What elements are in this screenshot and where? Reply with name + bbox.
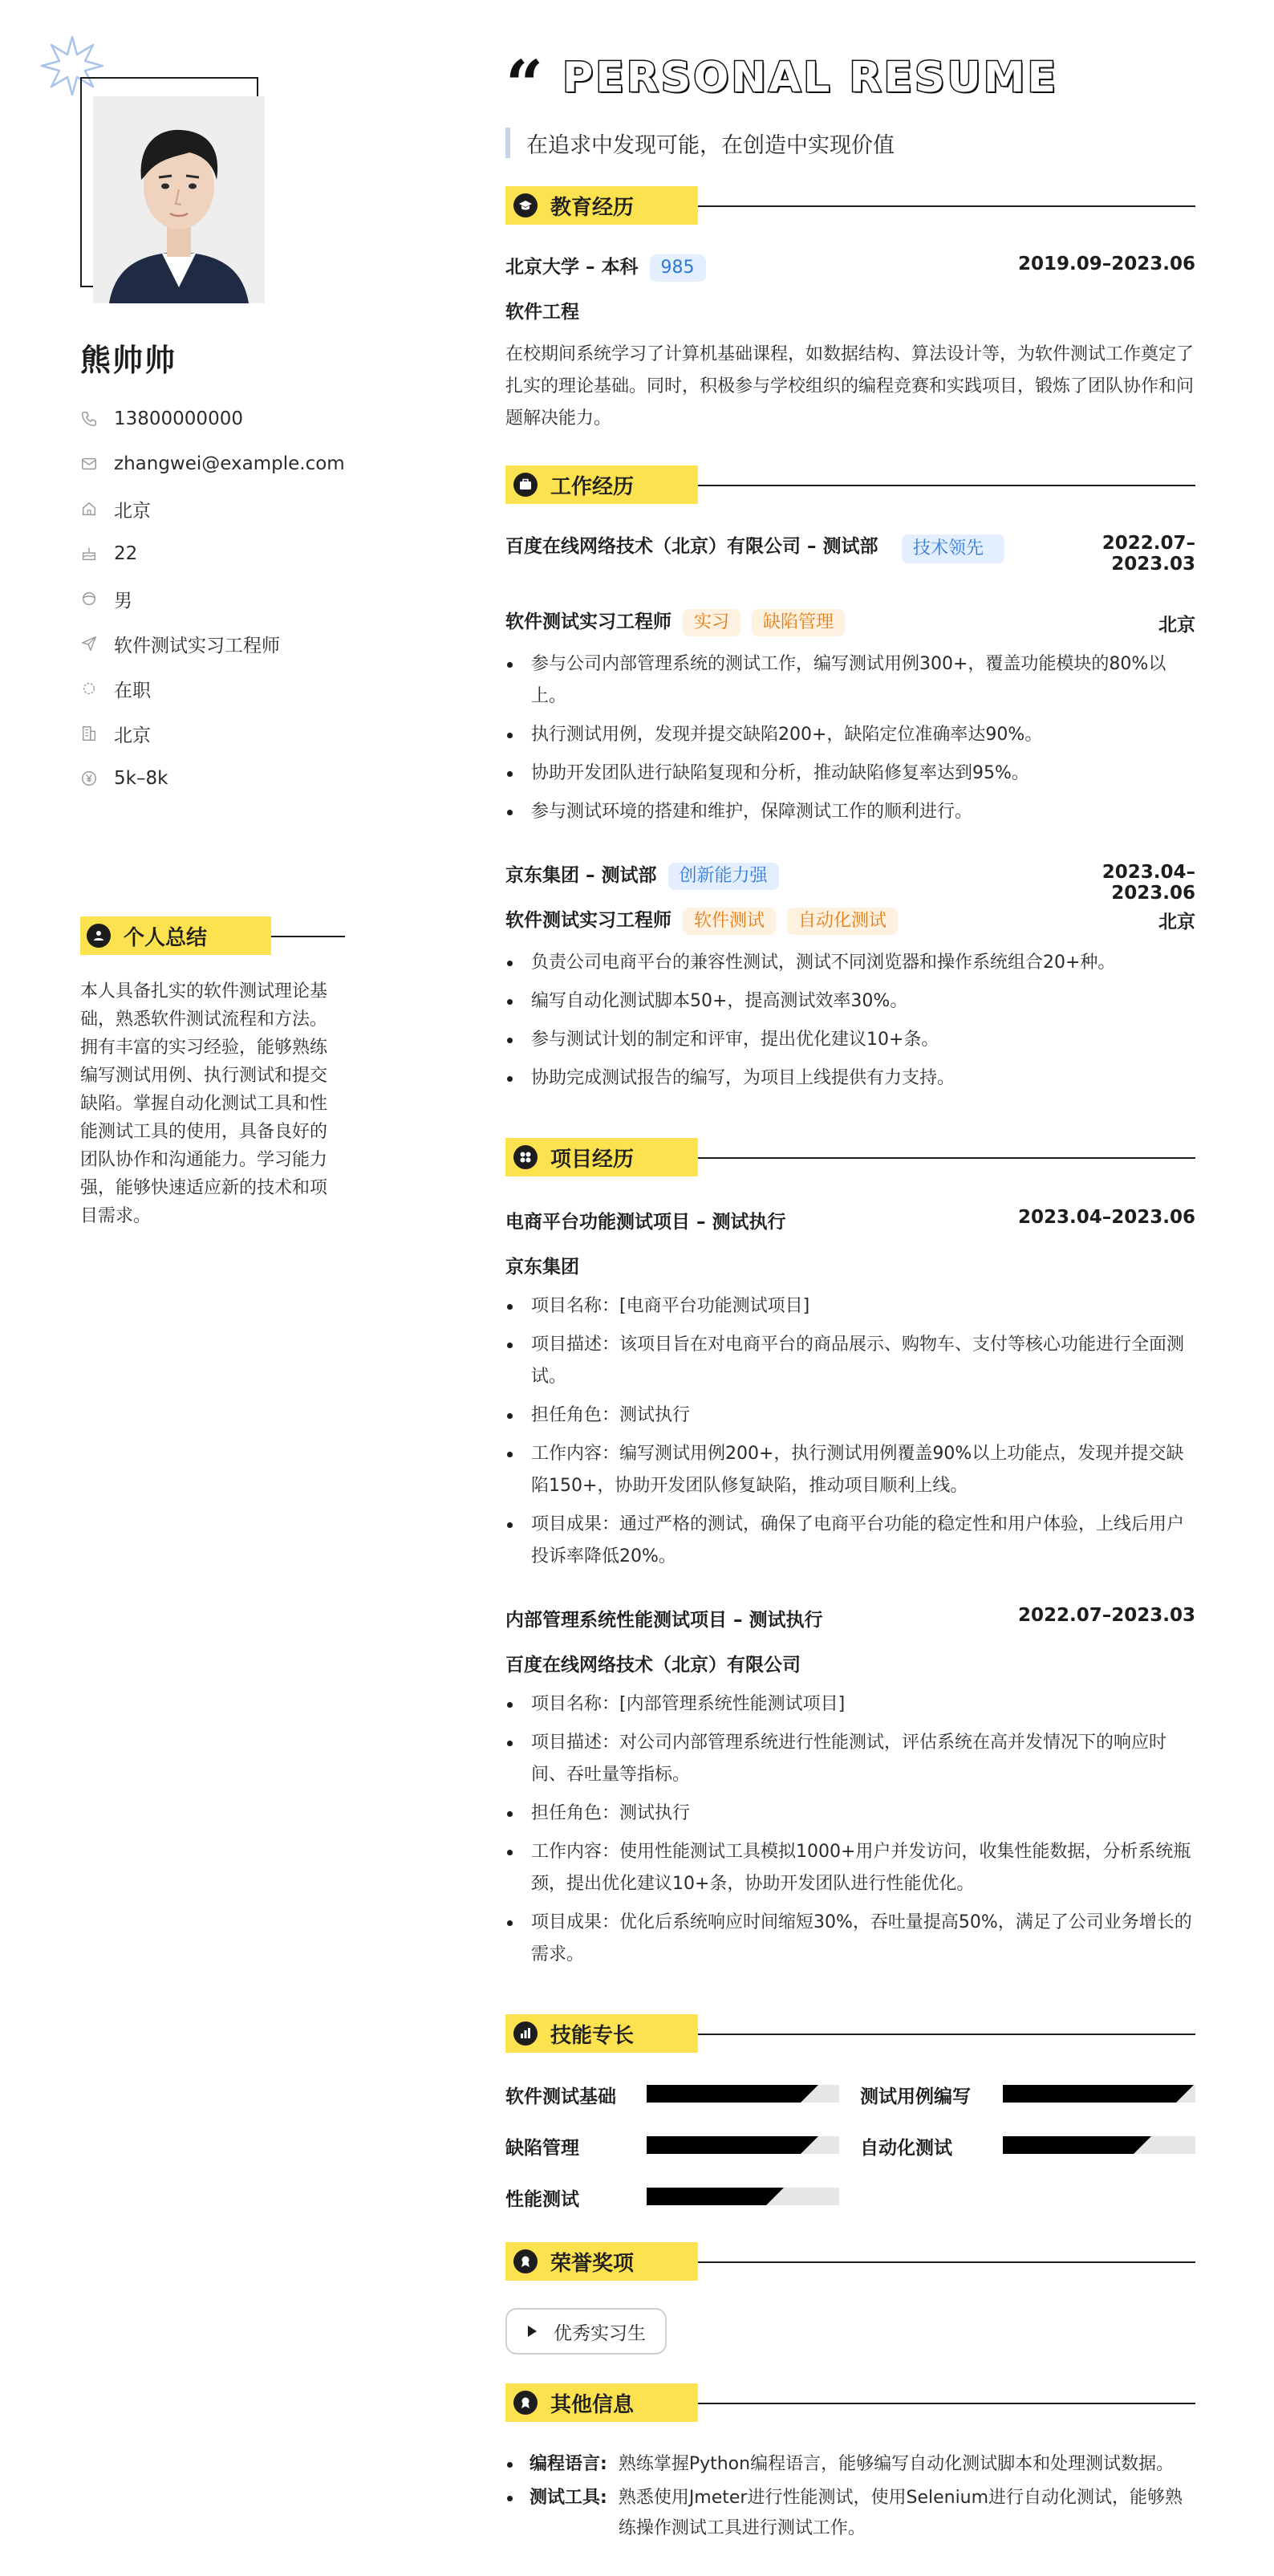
- award-chip: [505, 2308, 667, 2355]
- job-1-city: 北京: [1158, 615, 1195, 636]
- skill-4-label: 自动化测试: [860, 2138, 952, 2159]
- resume-header: [505, 42, 1059, 124]
- skill-1-bar: [647, 2085, 839, 2103]
- awards-title: 荣誉奖项: [550, 2251, 635, 2276]
- avatar: [93, 96, 265, 303]
- gender-value: 男: [114, 590, 132, 611]
- skills-title-bar: [505, 2014, 698, 2053]
- job-1-company-tag: 技术领先: [902, 534, 1004, 563]
- list-item: 编写自动化测试脚本50+，提高测试效率30%。: [505, 985, 1195, 1018]
- other-1-value: 熟练掌握Python编程语言，能够编写自动化测试脚本和处理测试数据。: [618, 2454, 1175, 2474]
- list-item: 参与测试环境的搭建和维护，保障测试工作的顺利进行。: [505, 796, 1195, 828]
- building-icon: [80, 725, 98, 742]
- job-1-company: 百度在线网络技术（北京）有限公司 – 测试部: [505, 536, 878, 557]
- education-date: 2019.09–2023.06: [1017, 254, 1195, 274]
- list-item: 项目描述：对公司内部管理系统进行性能测试，评估系统在高并发情况下的响应时间、吞吐量等指标。: [505, 1727, 1195, 1791]
- skill-2-fill: [1003, 2085, 1176, 2103]
- project-1-date: 2023.04–2023.06: [1017, 1207, 1195, 1228]
- project-2-date: 2022.07–2023.03: [1017, 1605, 1195, 1626]
- skill-2-bar: [1003, 2085, 1195, 2103]
- work-title: 工作经历: [550, 474, 635, 499]
- portrait-illustration: [93, 96, 265, 303]
- summary-title: 个人总结: [124, 925, 208, 950]
- skill-2-label: 测试用例编写: [860, 2086, 971, 2107]
- list-item: 工作内容：使用性能测试工具模拟1000+用户并发访问，收集性能数据，分析系统瓶颈，提出优化建议10+条，协助开发团队进行性能优化。: [505, 1836, 1195, 1900]
- skill-4-bar: [1003, 2136, 1195, 2154]
- education-description: 在校期间系统学习了计算机基础课程，如数据结构、算法设计等，为软件测试工作奠定了扎实的理论基础。同时，积极参与学校组织的编程竞赛和实践项目，锻炼了团队协作和问题解决能力。: [505, 344, 1195, 429]
- job-2-date: 2023.04–2023.06: [1102, 862, 1195, 904]
- awards-section-header: [505, 2242, 1195, 2281]
- skill-3-bar: [647, 2136, 839, 2154]
- list-item: 项目名称：[内部管理系统性能测试项目]: [505, 1688, 1195, 1721]
- position-value: 软件测试实习工程师: [114, 635, 280, 656]
- summary-title-bar: [80, 916, 271, 955]
- projects-title-bar: [505, 1138, 698, 1176]
- list-item: [505, 2483, 1195, 2544]
- motto: [505, 127, 895, 159]
- home-icon: [80, 500, 98, 518]
- info-gender: [80, 576, 345, 621]
- motto-text: 在追求中发现可能，在创造中实现价值: [526, 132, 895, 158]
- job-1-date: 2022.07–2023.03: [1102, 533, 1195, 575]
- status-value: 在职: [114, 680, 151, 701]
- info-email: [80, 441, 345, 486]
- location-value: 北京: [114, 500, 151, 522]
- education-school-row: [505, 252, 706, 282]
- education-title-bar: [505, 186, 698, 225]
- send-icon: [80, 635, 98, 652]
- job-2-company-row: [505, 860, 779, 890]
- projects-title: 项目经历: [550, 1147, 635, 1172]
- city-value: 北京: [114, 725, 151, 746]
- award-label: 优秀实习生: [554, 2322, 646, 2344]
- list-item: 担任角色：测试执行: [505, 1798, 1195, 1830]
- list-item: 负责公司电商平台的兼容性测试，测试不同浏览器和操作系统组合20+种。: [505, 947, 1195, 979]
- other-2-key: 测试工具:: [529, 2488, 607, 2508]
- project-2-bullets: [505, 1688, 1195, 1977]
- list-item: 执行测试用例，发现并提交缺陷200+，缺陷定位准确率达90%。: [505, 719, 1195, 751]
- job-2-company: 京东集团 – 测试部: [505, 865, 657, 886]
- project-1-org: 京东集团: [505, 1257, 579, 1278]
- phone-value: 13800000000: [114, 408, 243, 429]
- project-2-name: 内部管理系统性能测试项目 – 测试执行: [505, 1610, 823, 1631]
- awards-divider: [698, 2261, 1195, 2263]
- list-item: 协助完成测试报告的编写，为项目上线提供有力支持。: [505, 1062, 1195, 1095]
- work-divider: [698, 485, 1195, 486]
- skill-3-label: 缺陷管理: [505, 2138, 579, 2159]
- info-salary: [80, 756, 345, 801]
- education-divider: [698, 205, 1195, 207]
- play-icon: [525, 2324, 539, 2338]
- info-age: [80, 531, 345, 576]
- graduation-cap-icon: [513, 193, 538, 217]
- skills-title: 技能专长: [550, 2023, 635, 2048]
- list-item: 项目描述：该项目旨在对电商平台的商品展示、购物车、支付等核心功能进行全面测试。: [505, 1329, 1195, 1393]
- resume-title: PERSONAL RESUME: [562, 54, 1059, 102]
- skills-section-header: [505, 2014, 1195, 2053]
- school-name: 北京大学 – 本科: [505, 257, 639, 278]
- project-1-name: 电商平台功能测试项目 – 测试执行: [505, 1212, 786, 1233]
- skill-1-fill: [647, 2085, 801, 2103]
- job-2-tag-1: 软件测试: [683, 908, 776, 935]
- job-2-bullets: [505, 947, 1195, 1101]
- job-2-tag-2: 自动化测试: [787, 908, 898, 935]
- other-divider: [698, 2403, 1195, 2404]
- job-1-bullets: [505, 648, 1195, 835]
- motto-accent-bar: [505, 128, 510, 158]
- other-title-bar: [505, 2383, 698, 2422]
- info-phone: [80, 396, 345, 441]
- grid-icon: [513, 1145, 538, 1169]
- school-tag: 985: [650, 254, 706, 282]
- person-name: 熊帅帅: [80, 343, 177, 378]
- list-item: 参与公司内部管理系统的测试工作，编写测试用例300+，覆盖功能模块的80%以上。: [505, 648, 1195, 713]
- briefcase-icon: [513, 473, 538, 497]
- education-section-header: [505, 186, 1195, 225]
- yen-icon: [80, 770, 98, 787]
- person-icon: [87, 924, 111, 948]
- skill-5-bar: [647, 2188, 839, 2205]
- other-section-header: [505, 2383, 1195, 2422]
- phone-icon: [80, 410, 98, 428]
- summary-divider: [271, 936, 345, 937]
- info-status: [80, 666, 345, 711]
- list-item: 项目成果：通过严格的测试，确保了电商平台功能的稳定性和用户体验，上线后用户投诉率降低20%。: [505, 1509, 1195, 1573]
- summary-text: 本人具备扎实的软件测试理论基础，熟悉软件测试流程和方法。拥有丰富的实习经验，能够熟练编写测试用例、执行测试和提交缺陷。掌握自动化测试工具和性能测试工具的使用，具备良好的团队协作和沟通能力。学习能力强，能够快速适应新的技术和项目需求。: [80, 981, 328, 1226]
- other-info-list: [505, 2449, 1195, 2547]
- contact-info-list: [80, 396, 345, 801]
- list-item: 项目名称：[电商平台功能测试项目]: [505, 1290, 1195, 1323]
- job-1-position-row: [505, 607, 845, 636]
- skills-divider: [698, 2034, 1195, 2035]
- list-item: [505, 2449, 1195, 2480]
- project-1-bullets: [505, 1290, 1195, 1579]
- info-icon: [513, 2391, 538, 2415]
- info-city: [80, 711, 345, 756]
- work-section-header: [505, 465, 1195, 504]
- bar-chart-icon: [513, 2021, 538, 2046]
- work-title-bar: [505, 465, 698, 504]
- other-title: 其他信息: [550, 2392, 635, 2417]
- age-value: 22: [114, 543, 138, 564]
- job-1-tag-1: 实习: [683, 609, 740, 636]
- list-item: 工作内容：编写测试用例200+，执行测试用例覆盖90%以上功能点，发现并提交缺陷150+，协助开发团队修复缺陷，推动项目顺利上线。: [505, 1438, 1195, 1502]
- projects-divider: [698, 1157, 1195, 1159]
- skill-5-label: 性能测试: [505, 2189, 579, 2210]
- education-major: 软件工程: [505, 302, 579, 323]
- salary-value: 5k–8k: [114, 768, 168, 789]
- sidebar: [0, 0, 377, 2576]
- job-1-tag-2: 缺陷管理: [752, 609, 845, 636]
- job-2-company-tag: 创新能力强: [668, 863, 779, 890]
- list-item: 参与测试计划的制定和评审，提出优化建议10+条。: [505, 1024, 1195, 1056]
- job-1-position: 软件测试实习工程师: [505, 611, 671, 632]
- job-2-position: 软件测试实习工程师: [505, 910, 671, 931]
- skill-5-fill: [647, 2188, 766, 2205]
- list-item: 协助开发团队进行缺陷复现和分析，推动缺陷修复率达到95%。: [505, 758, 1195, 790]
- quote-mark-icon: “: [505, 47, 544, 124]
- email-value: zhangwei@example.com: [114, 453, 345, 474]
- mail-icon: [80, 455, 98, 473]
- education-title: 教育经历: [550, 195, 635, 220]
- other-1-key: 编程语言:: [529, 2454, 607, 2474]
- gender-icon: [80, 590, 98, 607]
- skill-1-label: 软件测试基础: [505, 2086, 616, 2107]
- cake-icon: [80, 545, 98, 563]
- skill-3-fill: [647, 2136, 801, 2154]
- job-2-position-row: [505, 905, 898, 935]
- info-location: [80, 486, 345, 531]
- awards-title-bar: [505, 2242, 698, 2281]
- info-position: [80, 621, 345, 666]
- project-2-org: 百度在线网络技术（北京）有限公司: [505, 1655, 801, 1676]
- job-2-city: 北京: [1158, 912, 1195, 932]
- other-2-value: 熟悉使用Jmeter进行性能测试，使用Selenium进行自动化测试，能够熟练操作测试工具进行测试工作。: [618, 2488, 1183, 2538]
- projects-section-header: [505, 1138, 1195, 1176]
- medal-icon: [513, 2249, 538, 2273]
- summary-section-header: [80, 916, 345, 955]
- skill-4-fill: [1003, 2136, 1134, 2154]
- list-item: 担任角色：测试执行: [505, 1400, 1195, 1432]
- list-item: 项目成果：优化后系统响应时间缩短30%，吞吐量提高50%，满足了公司业务增长的需求。: [505, 1907, 1195, 1971]
- status-icon: [80, 680, 98, 697]
